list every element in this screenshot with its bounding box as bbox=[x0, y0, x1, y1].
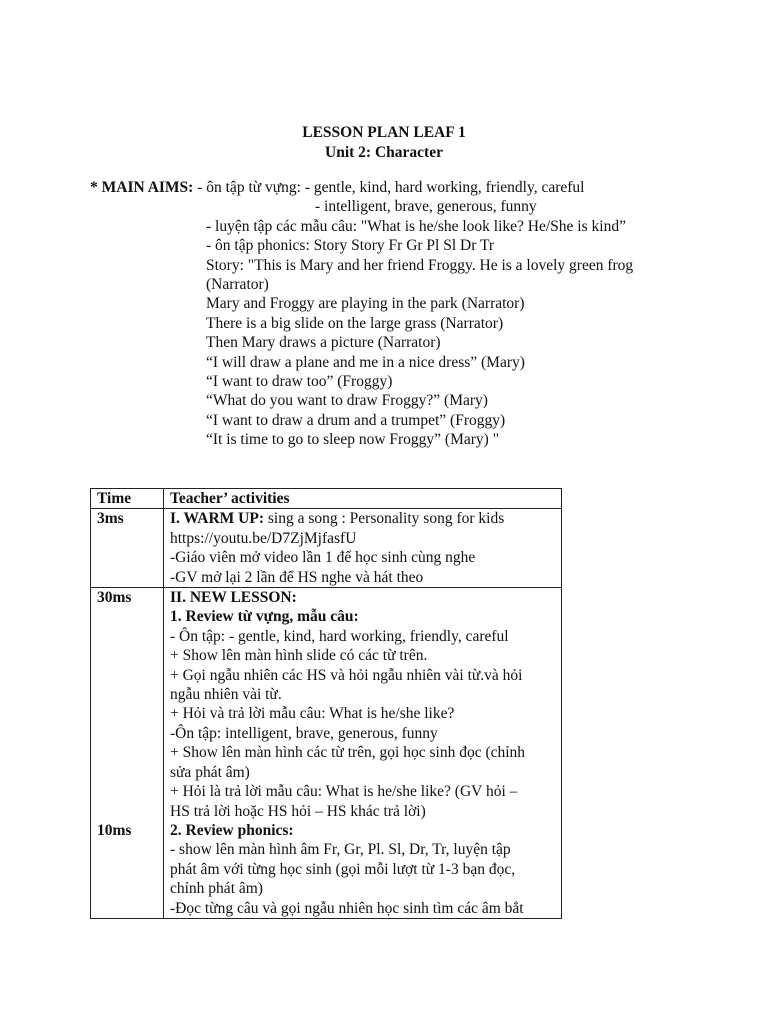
aims-line: “It is time to go to sleep now Froggy” (Mary) " bbox=[206, 431, 500, 449]
aims-vocab-line-2: - intelligent, brave, generous, funny bbox=[315, 198, 537, 216]
aims-line: There is a big slide on the large grass (Narrator) bbox=[206, 314, 504, 332]
warmup-first-line bbox=[170, 509, 561, 528]
time-cell: 3ms bbox=[91, 509, 164, 588]
page-subtitle: Unit 2: Character bbox=[325, 144, 443, 161]
main-aims-label: * MAIN AIMS: bbox=[90, 179, 194, 196]
activity-line: -Giáo viên mở video lần 1 để học sinh cùng nghe bbox=[170, 549, 476, 567]
review-vocab-heading: 1. Review từ vựng, mẫu câu: bbox=[170, 608, 359, 626]
aims-line: “I want to draw too” (Froggy) bbox=[206, 372, 393, 390]
header-time: Time bbox=[91, 489, 164, 509]
activity-line: chỉnh phát âm) bbox=[170, 880, 263, 898]
table-row-new-lesson bbox=[91, 588, 562, 919]
activity-line: phát âm với từng học sinh (gọi mỗi lượt từ 1-3 bạn đọc, bbox=[170, 860, 516, 878]
activity-line: + Gọi ngẫu nhiên các HS và hỏi ngẫu nhiên vài từ.và hỏi bbox=[170, 666, 523, 684]
activity-line: + Hỏi và trả lời mẫu câu: What is he/she like? bbox=[170, 705, 455, 723]
activity-line: + Show lên màn hình slide có các từ trên. bbox=[170, 647, 428, 665]
main-aims-section bbox=[90, 178, 633, 449]
aims-line: “I want to draw a drum and a trumpet” (Froggy) bbox=[206, 411, 506, 429]
aims-line: Mary and Froggy are playing in the park (Narrator) bbox=[206, 295, 525, 313]
page-title: LESSON PLAN LEAF 1 bbox=[302, 124, 466, 141]
time-cell bbox=[91, 588, 164, 919]
table-header-row bbox=[91, 489, 562, 509]
activities-cell bbox=[164, 509, 562, 588]
activity-line: ngẫu nhiên vài từ. bbox=[170, 686, 282, 704]
time-phonics: 10ms bbox=[97, 821, 132, 839]
time-new-lesson: 30ms bbox=[97, 589, 132, 607]
aims-line: “I will draw a plane and me in a nice dress” (Mary) bbox=[206, 353, 525, 371]
aims-line: (Narrator) bbox=[206, 275, 269, 293]
activity-line: - Ôn tập: - gentle, kind, hard working, friendly, careful bbox=[170, 627, 509, 645]
lesson-plan-table bbox=[90, 488, 562, 919]
aims-line: - ôn tập phonics: Story Story Fr Gr Pl Sl Dr Tr bbox=[206, 237, 495, 255]
aims-vocab-line: - ôn tập từ vựng: - gentle, kind, hard working, friendly, careful bbox=[193, 179, 585, 196]
activity-line: -Ôn tập: intelligent, brave, generous, funny bbox=[170, 724, 438, 742]
warmup-label: I. WARM UP: bbox=[170, 510, 264, 528]
warmup-video-link: https://youtu.be/D7ZjMjfasfU bbox=[170, 529, 357, 547]
activity-line: sửa phát âm) bbox=[170, 763, 250, 781]
aims-line: “What do you want to draw Froggy?” (Mary) bbox=[206, 392, 488, 410]
activity-line: -GV mở lại 2 lần để HS nghe và hát theo bbox=[170, 568, 424, 586]
review-phonics-heading: 2. Review phonics: bbox=[170, 821, 294, 839]
activity-line: -Đọc từng câu và gọi ngẫu nhiên học sinh tìm các âm bắt bbox=[170, 899, 524, 917]
warmup-song: sing a song : Personality song for kids bbox=[264, 510, 505, 528]
aims-line: Then Mary draws a picture (Narrator) bbox=[206, 334, 441, 352]
new-lesson-heading: II. NEW LESSON: bbox=[170, 589, 297, 607]
aims-line: Story: "This is Mary and her friend Froggy. He is a lovely green frog bbox=[206, 256, 634, 274]
activity-line: + Show lên màn hình các từ trên, gọi học sinh đọc (chỉnh bbox=[170, 744, 526, 762]
aims-line: - luyện tập các mẫu câu: "What is he/she look like? He/She is kind” bbox=[206, 217, 626, 235]
activities-cell bbox=[164, 588, 562, 919]
aims-first-row bbox=[90, 178, 633, 197]
activity-line: + Hỏi là trả lời mẫu câu: What is he/she like? (GV hỏi – bbox=[170, 783, 518, 801]
activity-line: - show lên màn hình âm Fr, Gr, Pl. Sl, Dr, Tr, luyện tập bbox=[170, 841, 511, 859]
table-row-warmup bbox=[91, 509, 562, 588]
header-teacher-activities: Teacher’ activities bbox=[164, 489, 562, 509]
activity-line: HS trả lời hoặc HS hỏi – HS khác trả lời) bbox=[170, 802, 426, 820]
